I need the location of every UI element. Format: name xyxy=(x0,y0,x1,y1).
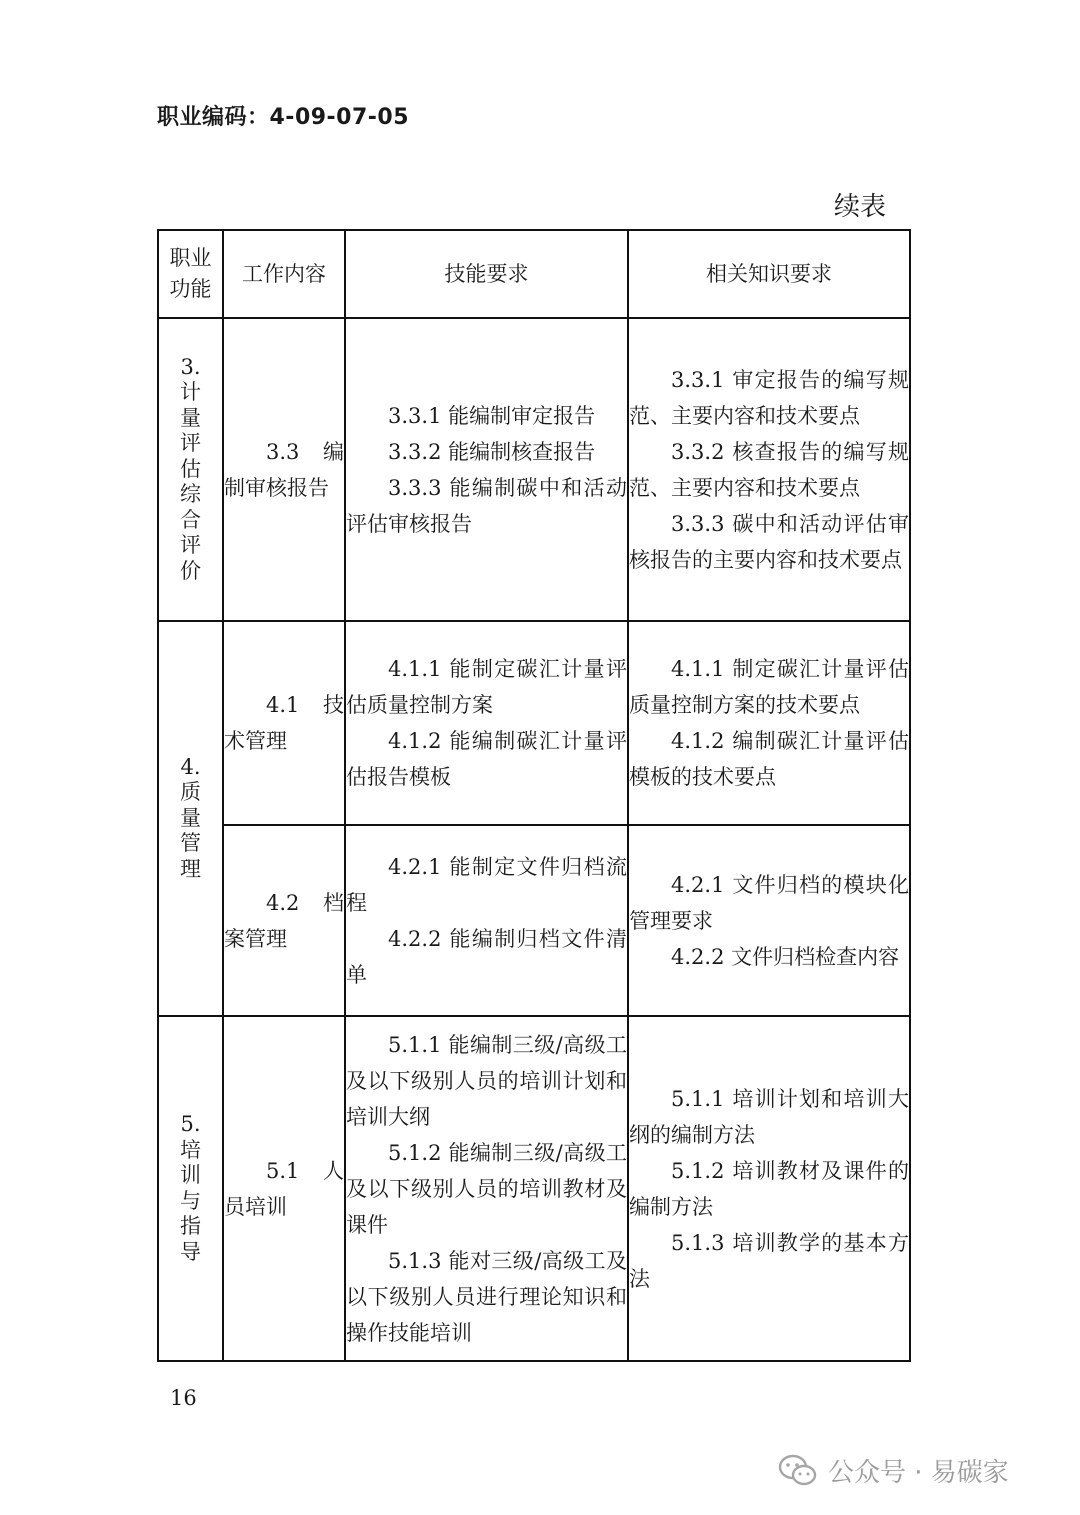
knowledge-cell: 4.1.1 制定碳汇计量评估质量控制方案的技术要点 4.1.2 编制碳汇计量评估模板的技术要点 xyxy=(628,621,910,825)
table-row xyxy=(158,621,910,825)
work-cell: 3.3 编制审核报告 xyxy=(223,318,345,621)
func-cell: 5.培训与指导 xyxy=(158,1016,223,1361)
skill-cell: 4.1.1 能制定碳汇计量评估质量控制方案 4.1.2 能编制碳汇计量评估报告模板 xyxy=(345,621,628,825)
header-work: 工作内容 xyxy=(223,230,345,318)
table-row xyxy=(158,318,910,621)
work-cell: 4.2 档案管理 xyxy=(223,825,345,1016)
work-cell: 5.1 人员培训 xyxy=(223,1016,345,1361)
func-cell: 4.质量管理 xyxy=(158,621,223,1016)
watermark-text: 公众号 · 易碳家 xyxy=(828,1458,1009,1488)
knowledge-cell: 5.1.1 培训计划和培训大纲的编制方法 5.1.2 培训教材及课件的编制方法 5.1.3 培训教学的基本方法 xyxy=(628,1016,910,1361)
header-know: 相关知识要求 xyxy=(628,230,910,318)
skills-table xyxy=(157,229,911,1362)
skill-cell: 3.3.1 能编制审定报告 3.3.2 能编制核查报告 3.3.3 能编制碳中和活动评估审核报告 xyxy=(345,318,628,621)
knowledge-cell: 4.2.1 文件归档的模块化管理要求 4.2.2 文件归档检查内容 xyxy=(628,825,910,1016)
skill-cell: 5.1.1 能编制三级/高级工及以下级别人员的培训计划和培训大纲 5.1.2 能编制三级/高级工及以下级别人员的培训教材及课件 5.1.3 能对三级/高级工及以下级别人员进行理论知识和操作技能培训 xyxy=(345,1016,628,1361)
continued-label: 续表 xyxy=(834,192,887,222)
table-row xyxy=(158,825,910,1016)
page-number: 16 xyxy=(170,1386,197,1410)
func-cell: 3.计量评估综合评价 xyxy=(158,318,223,621)
table-row xyxy=(158,1016,910,1361)
wechat-icon xyxy=(778,1454,818,1488)
header-func: 职业功能 xyxy=(158,230,223,318)
watermark xyxy=(778,1452,1009,1489)
header-skill: 技能要求 xyxy=(345,230,628,318)
occupation-code: 职业编码：4-09-07-05 xyxy=(157,105,410,130)
table-header-row xyxy=(158,230,910,318)
knowledge-cell: 3.3.1 审定报告的编写规范、主要内容和技术要点 3.3.2 核查报告的编写规范、主要内容和技术要点 3.3.3 碳中和活动评估审核报告的主要内容和技术要点 xyxy=(628,318,910,621)
skill-cell: 4.2.1 能制定文件归档流程 4.2.2 能编制归档文件清单 xyxy=(345,825,628,1016)
work-cell: 4.1 技术管理 xyxy=(223,621,345,825)
